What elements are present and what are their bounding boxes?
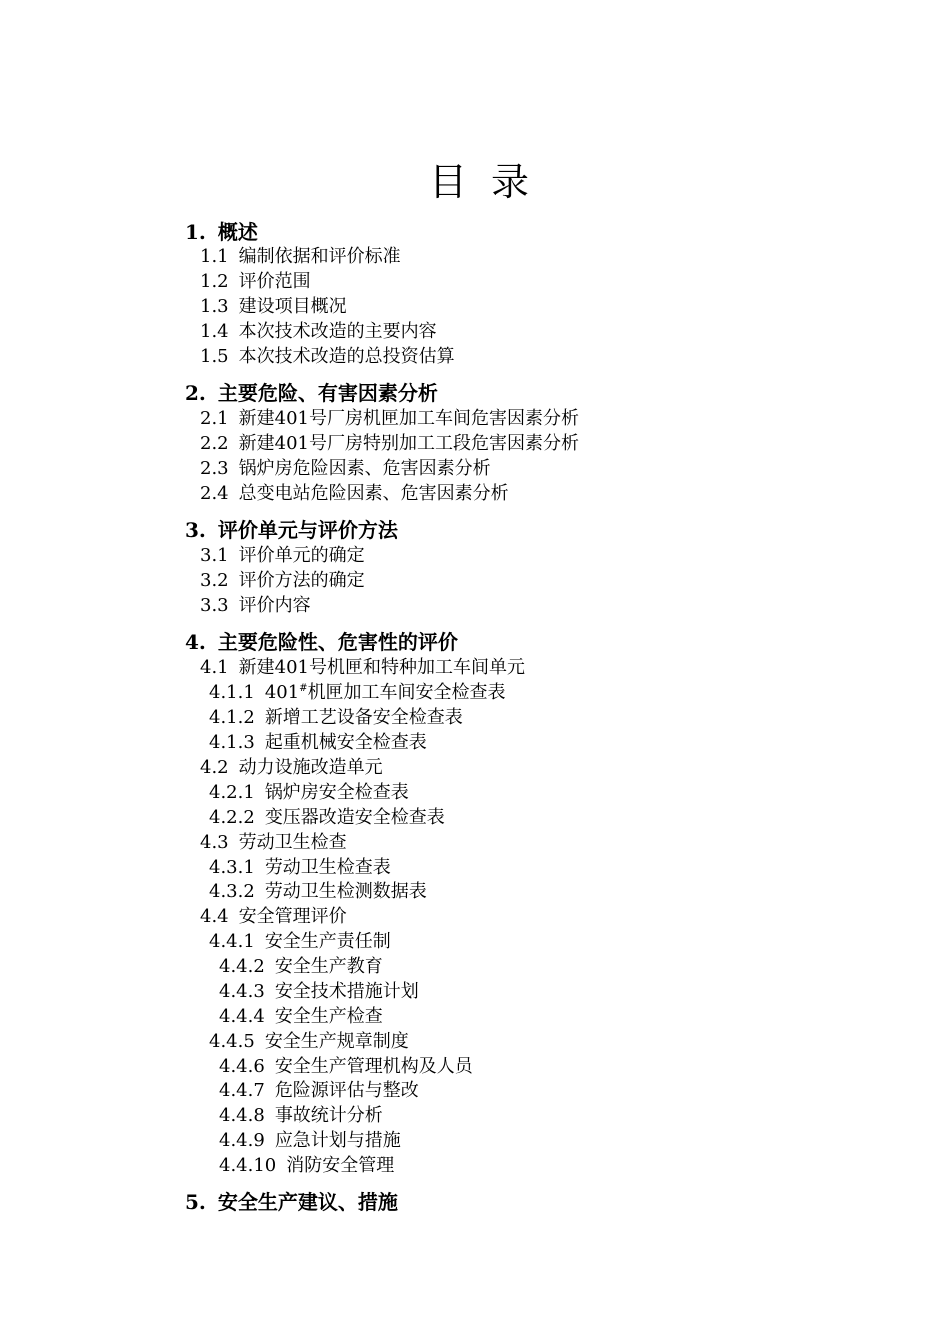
toc-entry-5 <box>185 1190 398 1214</box>
toc-entry-text: 主要危险、有害因素分析 <box>217 381 438 405</box>
toc-entry-text: 消防安全管理 <box>286 1155 395 1176</box>
toc-entry-4-4-7 <box>219 1079 419 1103</box>
toc-entry-number: 1.2 <box>200 271 229 292</box>
toc-entry-text: 锅炉房危险因素、危害因素分析 <box>238 458 491 479</box>
toc-entry-text: 新增工艺设备安全检查表 <box>264 707 463 728</box>
toc-entry-4-4-6 <box>219 1055 473 1079</box>
toc-entry-number: 4.2.1 <box>209 782 255 803</box>
toc-entry-number: 4. <box>185 630 206 654</box>
toc-entry-4-3-1 <box>209 856 391 880</box>
toc-entry-number: 1.3 <box>200 296 229 317</box>
toc-entry-number: 4.4.10 <box>219 1155 277 1176</box>
toc-entry-text: 总变电站危险因素、危害因素分析 <box>238 483 509 504</box>
toc-entry-number: 4.4.6 <box>219 1056 265 1077</box>
toc-entry-text: 新建401号厂房机匣加工车间危害因素分析 <box>238 408 579 429</box>
toc-entry-number: 4.4.5 <box>209 1031 255 1052</box>
toc-entry-1-5 <box>200 345 455 369</box>
toc-entry-4-2-2 <box>209 806 445 830</box>
toc-entry-number: 1.1 <box>200 246 229 267</box>
toc-entry-text-prefix: 401 <box>264 682 300 703</box>
toc-entry-4-3-2 <box>209 880 427 904</box>
toc-entry-number: 4.3 <box>200 832 229 853</box>
toc-entry-text: 起重机械安全检查表 <box>264 732 427 753</box>
toc-entry-number: 4.2 <box>200 757 229 778</box>
toc-entry-text: 安全生产管理机构及人员 <box>274 1056 473 1077</box>
toc-entry-text: 锅炉房安全检查表 <box>264 782 409 803</box>
toc-entry-number: 4.3.1 <box>209 857 255 878</box>
toc-entry-text: 评价单元与评价方法 <box>217 518 398 542</box>
toc-entry-text: 建设项目概况 <box>238 296 347 317</box>
toc-entry-number: 5. <box>185 1190 206 1214</box>
toc-entry-4 <box>185 630 458 654</box>
toc-entry-text: 危险源评估与整改 <box>274 1080 419 1101</box>
toc-entry-number: 4.1.2 <box>209 707 255 728</box>
toc-entry-text: 评价内容 <box>238 595 311 616</box>
toc-entry-4-2 <box>200 756 383 780</box>
toc-entry-text: 新建401号厂房特别加工工段危害因素分析 <box>238 433 579 454</box>
toc-entry-text: 评价范围 <box>238 271 311 292</box>
toc-entry-4-4-5 <box>209 1030 409 1054</box>
toc-entry-number: 4.1 <box>200 657 229 678</box>
toc-entry-text: 安全生产规章制度 <box>264 1031 409 1052</box>
toc-entry-text: 评价方法的确定 <box>238 570 365 591</box>
toc-entry-number: 2. <box>185 381 206 405</box>
toc-entry-4-1 <box>200 656 525 680</box>
toc-entry-number: 4.4.4 <box>219 1006 265 1027</box>
toc-entry-text: 安全生产责任制 <box>264 931 391 952</box>
toc-entry-number: 2.2 <box>200 433 229 454</box>
toc-entry-2 <box>185 381 438 405</box>
toc-entry-2-1 <box>200 407 579 431</box>
toc-entry-text: 变压器改造安全检查表 <box>264 807 445 828</box>
toc-entry-text: 本次技术改造的总投资估算 <box>238 346 455 367</box>
toc-entry-text: 安全生产教育 <box>274 956 383 977</box>
toc-entry-text: 编制依据和评价标准 <box>238 246 401 267</box>
toc-entry-number: 4.4.1 <box>209 931 255 952</box>
toc-entry-4-4-10 <box>219 1154 394 1178</box>
toc-entry-4-1-1 <box>209 681 506 705</box>
toc-entry-text: 劳动卫生检查 <box>238 832 347 853</box>
toc-entry-number: 4.4.7 <box>219 1080 265 1101</box>
toc-entry-text: 安全生产检查 <box>274 1006 383 1027</box>
toc-entry-text: 动力设施改造单元 <box>238 757 383 778</box>
toc-entry-text-suffix: 机匣加工车间安全检查表 <box>307 682 506 703</box>
toc-entry-number: 1.4 <box>200 321 229 342</box>
toc-entry-number: 4.3.2 <box>209 881 255 902</box>
toc-entry-4-3 <box>200 831 347 855</box>
toc-entry-number: 4.4.2 <box>219 956 265 977</box>
toc-entry-1-3 <box>200 295 347 319</box>
toc-entry-4-4-3 <box>219 980 419 1004</box>
toc-entry-text: 概述 <box>217 220 258 244</box>
toc-entry-1-1 <box>200 245 401 269</box>
toc-entry-text: 本次技术改造的主要内容 <box>238 321 437 342</box>
toc-entry-4-2-1 <box>209 781 409 805</box>
toc-entry-number: 3.1 <box>200 545 229 566</box>
toc-entry-number: 1. <box>185 220 206 244</box>
toc-entry-4-4-1 <box>209 930 391 954</box>
toc-entry-number: 4.4.3 <box>219 981 265 1002</box>
toc-entry-4-4-2 <box>219 955 383 979</box>
toc-entry-text: 新建401号机匣和特种加工车间单元 <box>238 657 525 678</box>
toc-entry-number: 4.1.1 <box>209 682 255 703</box>
toc-entry-text: 评价单元的确定 <box>238 545 365 566</box>
toc-entry-4-4-4 <box>219 1005 383 1029</box>
toc-entry-text: 安全技术措施计划 <box>274 981 419 1002</box>
toc-entry-2-2 <box>200 432 579 456</box>
toc-entry-1 <box>185 220 258 244</box>
toc-entry-3-3 <box>200 594 311 618</box>
toc-entry-4-1-3 <box>209 731 427 755</box>
toc-entry-text: 主要危险性、危害性的评价 <box>217 630 458 654</box>
toc-entry-4-4-8 <box>219 1104 383 1128</box>
toc-entry-1-4 <box>200 320 437 344</box>
toc-entry-number: 2.1 <box>200 408 229 429</box>
toc-entry-number: 4.1.3 <box>209 732 255 753</box>
toc-entry-2-4 <box>200 482 509 506</box>
toc-entry-text: 应急计划与措施 <box>274 1130 401 1151</box>
toc-entry-text: 劳动卫生检测数据表 <box>264 881 427 902</box>
toc-entry-number: 2.4 <box>200 483 229 504</box>
toc-entry-number: 4.4 <box>200 906 229 927</box>
toc-entry-number: 3.3 <box>200 595 229 616</box>
toc-entry-text: 安全生产建议、措施 <box>217 1190 398 1214</box>
toc-entry-3 <box>185 518 398 542</box>
toc-entry-number: 4.2.2 <box>209 807 255 828</box>
toc-entry-4-1-2 <box>209 706 463 730</box>
toc-entry-superscript: # <box>299 683 308 694</box>
toc-entry-4-4 <box>200 905 347 929</box>
toc-entry-3-2 <box>200 569 365 593</box>
toc-entry-number: 3.2 <box>200 570 229 591</box>
toc-entry-text: 劳动卫生检查表 <box>264 857 391 878</box>
toc-entry-4-4-9 <box>219 1129 401 1153</box>
toc-entry-number: 3. <box>185 518 206 542</box>
toc-entry-number: 2.3 <box>200 458 229 479</box>
toc-entry-number: 4.4.9 <box>219 1130 265 1151</box>
toc-entry-2-3 <box>200 457 491 481</box>
toc-title: 目 录 <box>428 160 536 204</box>
toc-entry-text: 事故统计分析 <box>274 1105 383 1126</box>
toc-entry-3-1 <box>200 544 365 568</box>
toc-entry-1-2 <box>200 270 311 294</box>
toc-entry-text: 安全管理评价 <box>238 906 347 927</box>
toc-entry-number: 4.4.8 <box>219 1105 265 1126</box>
toc-entry-number: 1.5 <box>200 346 229 367</box>
